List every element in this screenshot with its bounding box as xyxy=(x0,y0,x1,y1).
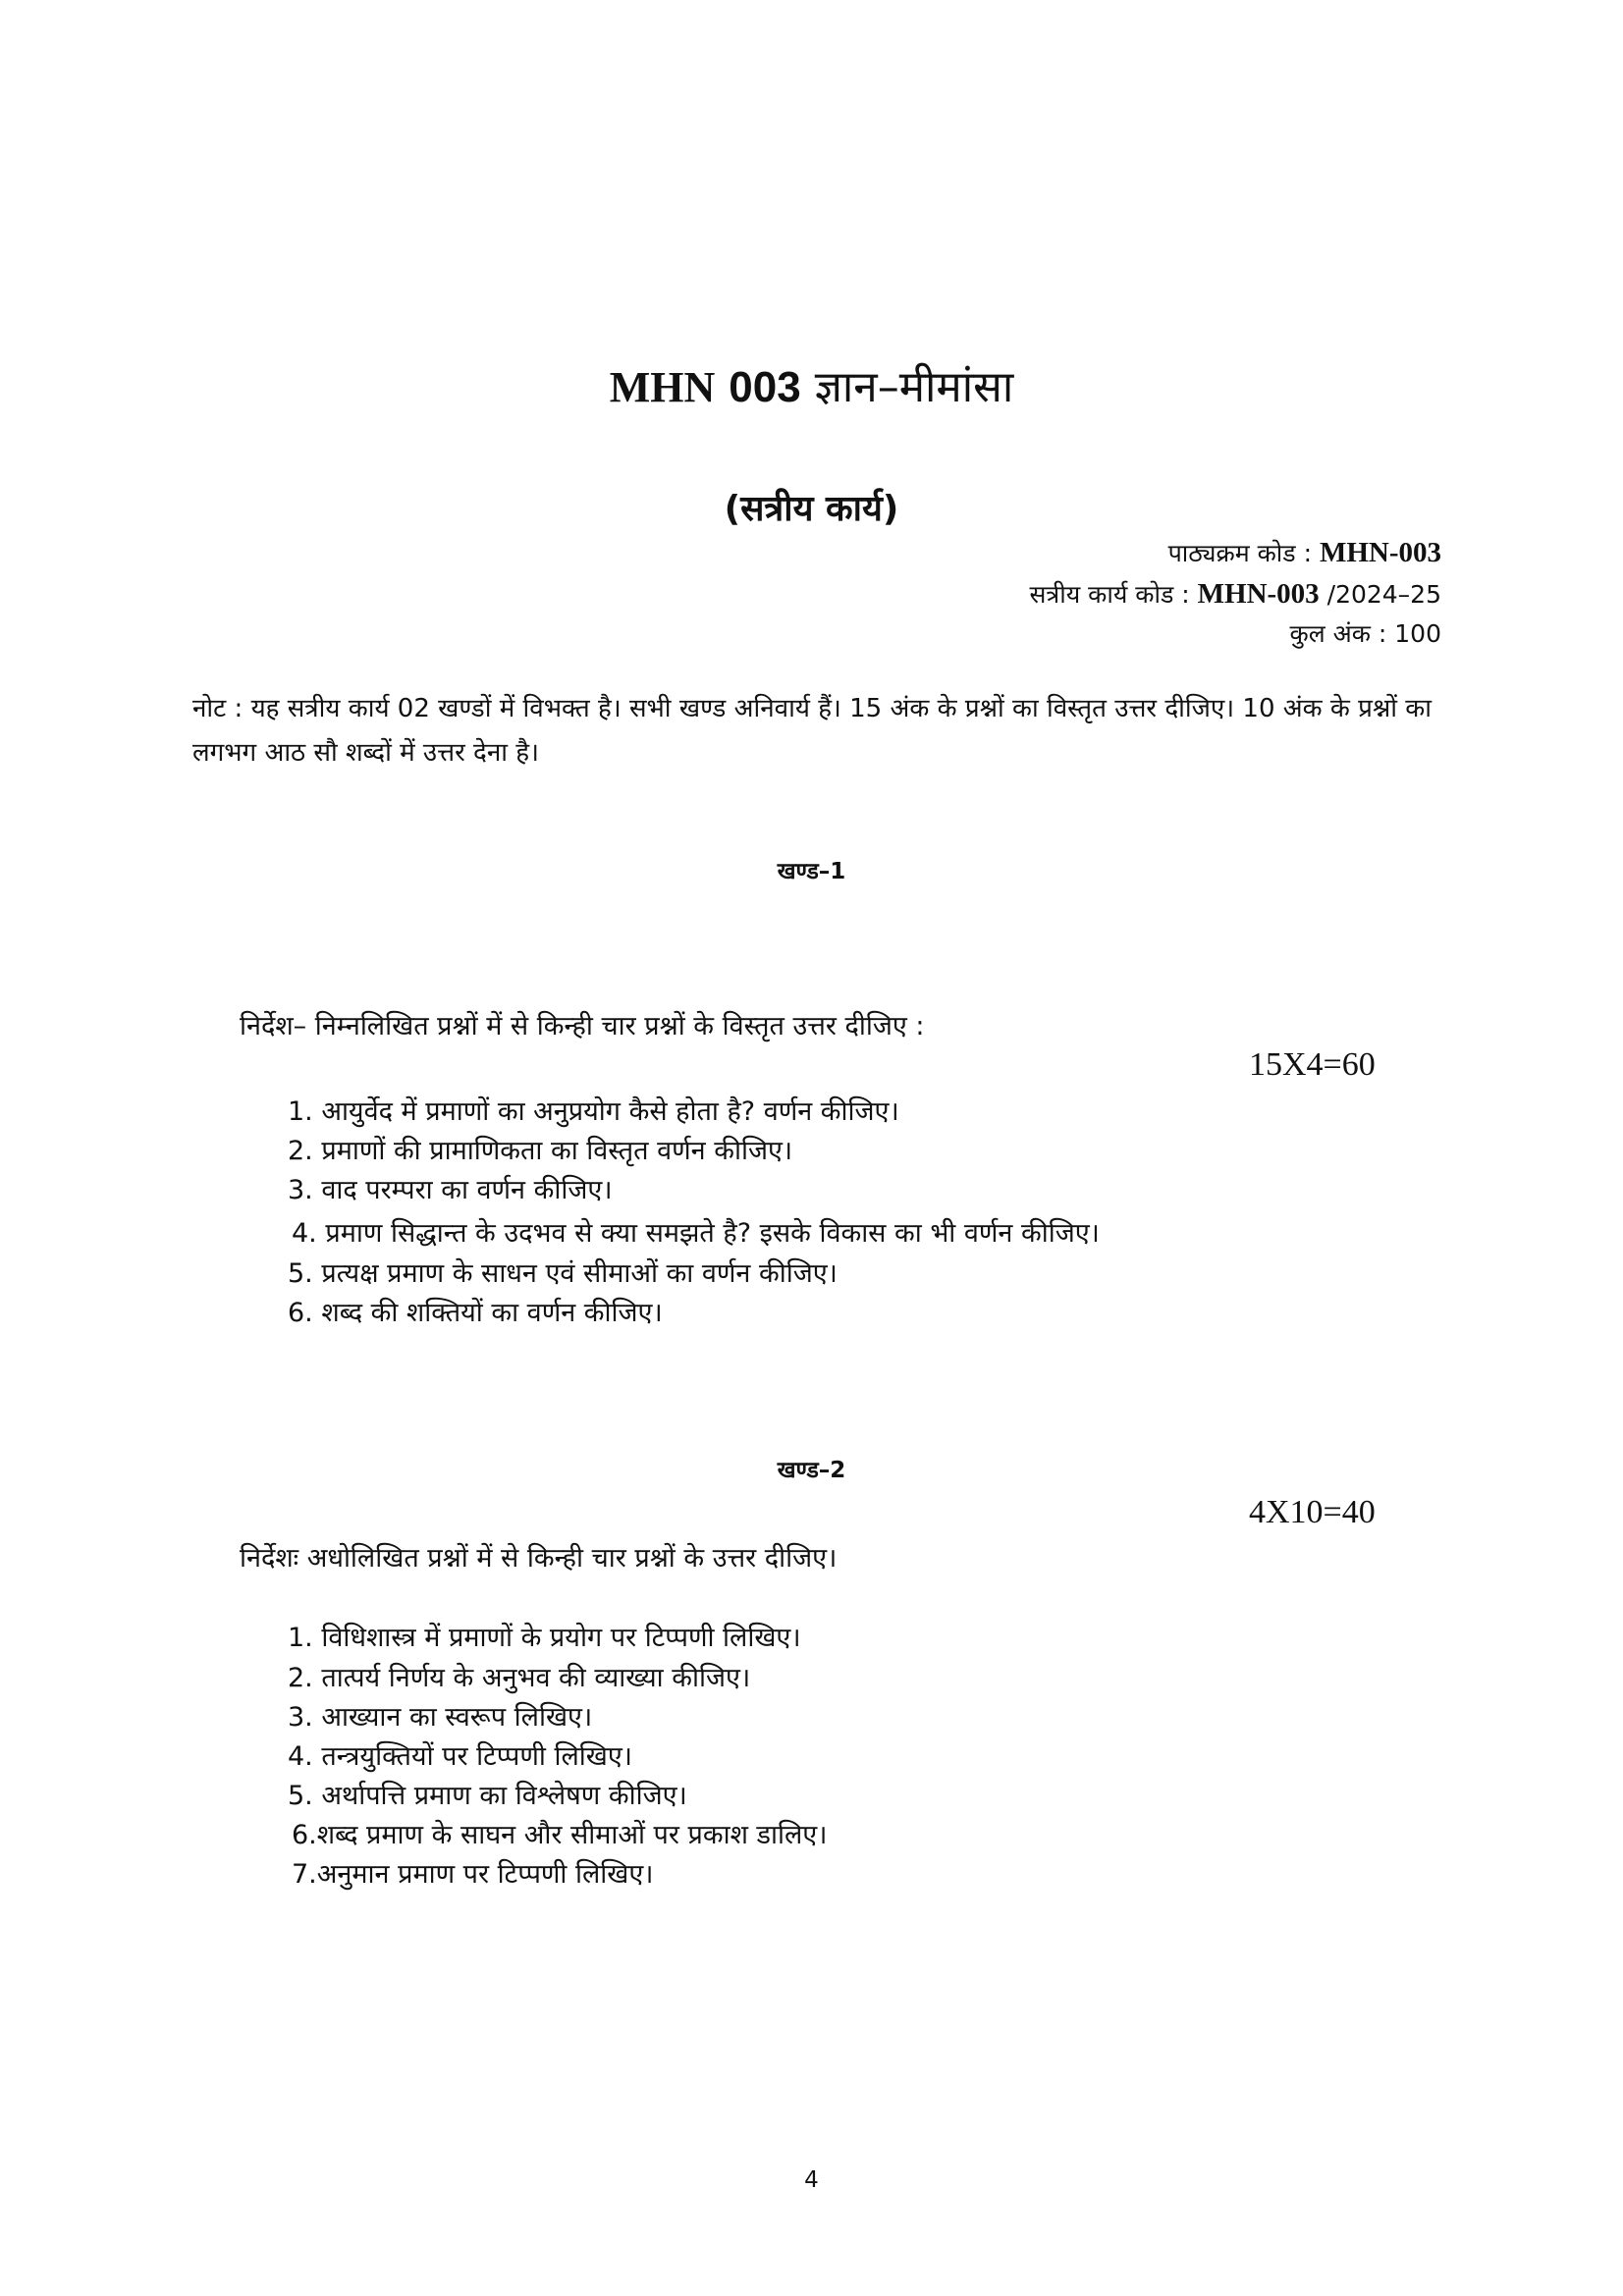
list-item: 4. प्रमाण सिद्धान्त के उदभव से क्या समझते है? इसके विकास का भी वर्णन कीजिए। xyxy=(292,1218,1100,1249)
total-marks-value: 100 xyxy=(1394,619,1441,648)
list-item: 7.अनुमान प्रमाण पर टिप्पणी लिखिए। xyxy=(292,1859,654,1890)
assignment-code-line xyxy=(1030,577,1441,611)
total-marks-line xyxy=(1290,616,1441,650)
list-item: 1. विधिशास्त्र में प्रमाणों के प्रयोग पर टिप्पणी लिखिए। xyxy=(288,1623,801,1653)
section-1-marks: 15X4=60 xyxy=(1249,1046,1376,1083)
course-code-line xyxy=(1168,536,1441,569)
title-course-name: ज्ञान–मीमांसा xyxy=(814,362,1014,412)
section-2-marks: 4X10=40 xyxy=(1249,1494,1376,1530)
assignment-code-value: MHN-003 xyxy=(1197,578,1320,610)
list-item: 6.शब्द प्रमाण के साघन और सीमाओं पर प्रकाश डालिए। xyxy=(292,1820,828,1850)
page-subtitle: (सत्रीय कार्य) xyxy=(724,489,899,529)
list-item: 3. वाद परम्परा का वर्णन कीजिए। xyxy=(288,1175,613,1205)
list-item: 6. शब्द की शक्तियों का वर्णन कीजिए। xyxy=(288,1298,663,1328)
page-title xyxy=(0,355,1623,414)
list-item: 3. आख्यान का स्वरूप लिखिए। xyxy=(288,1702,593,1733)
assignment-session: /2024–25 xyxy=(1326,580,1441,609)
list-item: 5. अर्थापत्ति प्रमाण का विश्लेषण कीजिए। xyxy=(288,1781,687,1811)
course-code-value: MHN-003 xyxy=(1319,537,1441,568)
assignment-note: नोट : यह सत्रीय कार्य 02 खण्डों में विभक्त है। सभी खण्ड अनिवार्य हैं। 15 अंक के प्रश्नों का विस्तृत उत्तर दीजिए। 10 अंक के प्रश्नों का लगभग आठ सौ शब्दों में उत्तर देना है। xyxy=(192,694,1432,768)
list-item: 4. तन्त्रयुक्तियों पर टिप्पणी लिखिए। xyxy=(288,1741,633,1772)
course-code-label: पाठ्यक्रम कोड : xyxy=(1167,539,1313,567)
list-item: 5. प्रत्यक्ष प्रमाण के साधन एवं सीमाओं का वर्णन कीजिए। xyxy=(288,1258,838,1289)
list-item: 2. तात्पर्य निर्णय के अनुभव की व्याख्या कीजिए। xyxy=(288,1663,751,1693)
list-item: 1. आयुर्वेद में प्रमाणों का अनुप्रयोग कैसे होता है? वर्णन कीजिए। xyxy=(288,1096,899,1127)
assignment-code-label: सत्रीय कार्य कोड : xyxy=(1029,580,1190,609)
title-course-code: MHN xyxy=(609,363,716,411)
title-course-number: 003 xyxy=(729,363,801,411)
list-item: 2. प्रमाणों की प्रामाणिकता का विस्तृत वर्णन कीजिए। xyxy=(288,1136,793,1166)
section-1-instruction: निर्देश– निम्नलिखित प्रश्नों में से किन्ही चार प्रश्नों के विस्तृत उत्तर दीजिए : xyxy=(240,1011,925,1041)
page-number: 4 xyxy=(804,2167,819,2193)
total-marks-label: कुल अंक : xyxy=(1289,619,1387,648)
section-2-instruction: निर्देशः अधोलिखित प्रश्नों में से किन्ही चार प्रश्नों के उत्तर दीजिए। xyxy=(240,1543,838,1574)
section-2-heading: खण्ड–2 xyxy=(777,1458,846,1483)
section-1-heading: खण्ड–1 xyxy=(777,859,846,884)
